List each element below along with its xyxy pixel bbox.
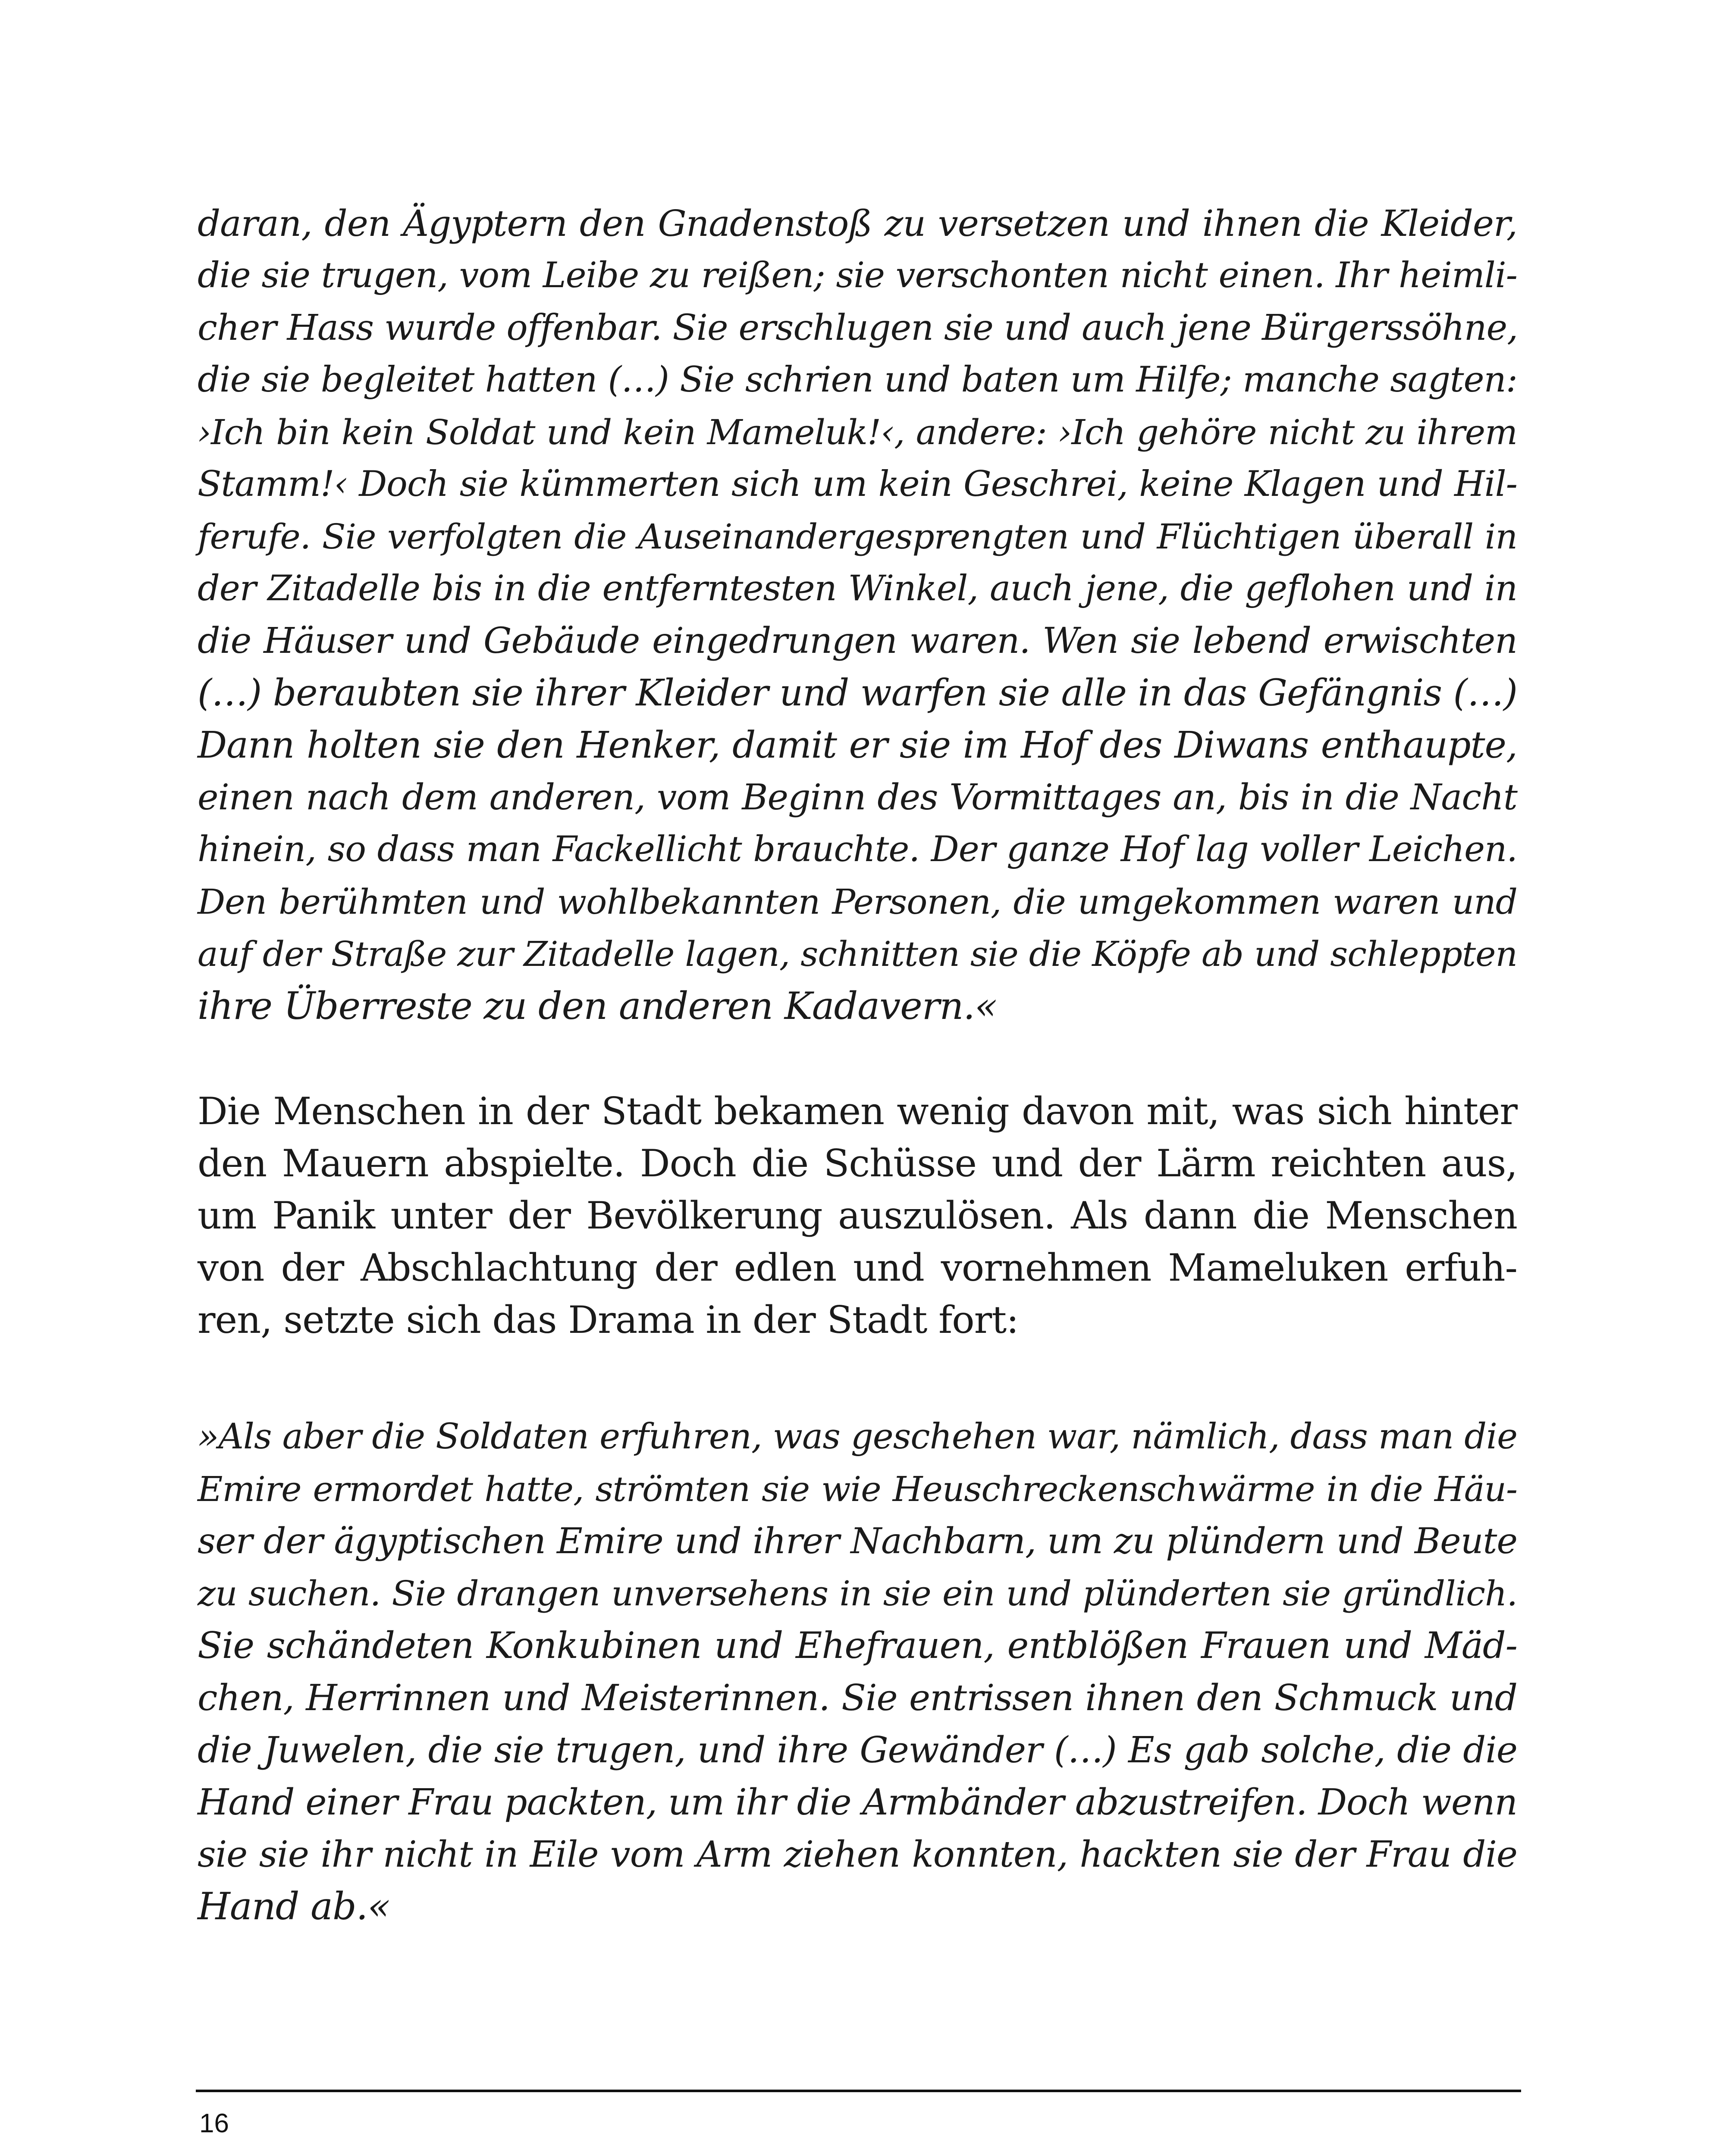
text-line: um Panik unter der Bevölkerung auszulösen. Als dann die Menschen [198, 1194, 1517, 1238]
text-line: (…) beraubten sie ihrer Kleider und warfen sie alle in das Gefängnis (…) [198, 672, 1517, 714]
text-line: den Mauern abspielte. Doch die Schüsse und der Lärm reichten aus, [198, 1141, 1517, 1185]
text-line: der Zitadelle bis in die entferntesten Winkel, auch jene, die geflohen und in [198, 568, 1517, 609]
text-line: von der Abschlachtung der edlen und vornehmen Mameluken erfuh- [198, 1246, 1517, 1290]
text-line: auf der Straße zur Zitadelle lagen, schnitten sie die Köpfe ab und schleppten [198, 934, 1517, 974]
text-line: sie sie ihr nicht in Eile vom Arm ziehen konnten, hackten sie der Frau die [198, 1833, 1517, 1875]
text-line: chen, Herrinnen und Meisterinnen. Sie entrissen ihnen den Schmuck und [198, 1677, 1517, 1719]
text-line: die sie begleitet hatten (…) Sie schrien und baten um Hilfe; manche sagten: [198, 360, 1517, 400]
text-line: »Als aber die Soldaten erfuhren, was geschehen war, nämlich, dass man die [198, 1416, 1517, 1457]
text-line: ihre Überreste zu den anderen Kadavern.« [198, 984, 998, 1028]
text-line: ›Ich bin kein Soldat und kein Mameluk!‹, andere: ›Ich gehöre nicht zu ihrem [198, 412, 1517, 452]
text-line: cher Hass wurde offenbar. Sie erschlugen sie und auch jene Bürgerssöhne, [198, 307, 1518, 348]
body-paragraph [198, 1085, 1517, 1346]
text-line: Den berühmten und wohlbekannten Personen, die umgekommen waren und [198, 882, 1517, 922]
text-line: ferufe. Sie verfolgten die Auseinandergesprengten und Flüchtigen überall in [198, 517, 1517, 557]
text-line: ser der ägyptischen Emire und ihrer Nachbarn, um zu plündern und Beute [198, 1521, 1517, 1562]
footer-divider [196, 2090, 1521, 2092]
page-number: 16 [199, 2109, 229, 2138]
block-quote-2 [198, 1411, 1517, 1933]
text-line: die Häuser und Gebäude eingedrungen waren. Wen sie lebend erwischten [198, 620, 1517, 661]
text-line: Die Menschen in der Stadt bekamen wenig davon mit, was sich hinter [198, 1089, 1517, 1133]
text-line: die sie trugen, vom Leibe zu reißen; sie verschonten nicht einen. Ihr heimli- [198, 255, 1517, 296]
text-line: Hand einer Frau packten, um ihr die Armbänder abzustreifen. Doch wenn [198, 1781, 1517, 1823]
text-line: Dann holten sie den Henker, damit er sie im Hof des Diwans enthaupte, [198, 724, 1517, 767]
text-line: zu suchen. Sie drangen unversehens in sie ein und plünderten sie gründlich. [198, 1573, 1517, 1614]
text-line: daran, den Ägyptern den Gnadenstoß zu versetzen und ihnen die Kleider, [198, 203, 1517, 244]
text-line: die Juwelen, die sie trugen, und ihre Gewänder (…) Es gab solche, die die [198, 1729, 1517, 1771]
text-line: einen nach dem anderen, vom Beginn des Vormittages an, bis in die Nacht [198, 777, 1517, 818]
text-line: ren, setzte sich das Drama in der Stadt fort: [198, 1298, 1019, 1342]
text-line: Emire ermordet hatte, strömten sie wie Heuschreckenschwärme in die Häu- [198, 1469, 1517, 1509]
text-line: Sie schändeten Konkubinen und Ehefrauen, entblößen Frauen und Mäd- [198, 1624, 1517, 1667]
text-line: Hand ab.« [198, 1884, 390, 1928]
block-quote-1 [198, 197, 1517, 1032]
text-line: hinein, so dass man Fackellicht brauchte. Der ganze Hof lag voller Leichen. [198, 829, 1517, 870]
text-line: Stamm!‹ Doch sie kümmerten sich um kein Geschrei, keine Klagen und Hil- [198, 464, 1517, 505]
